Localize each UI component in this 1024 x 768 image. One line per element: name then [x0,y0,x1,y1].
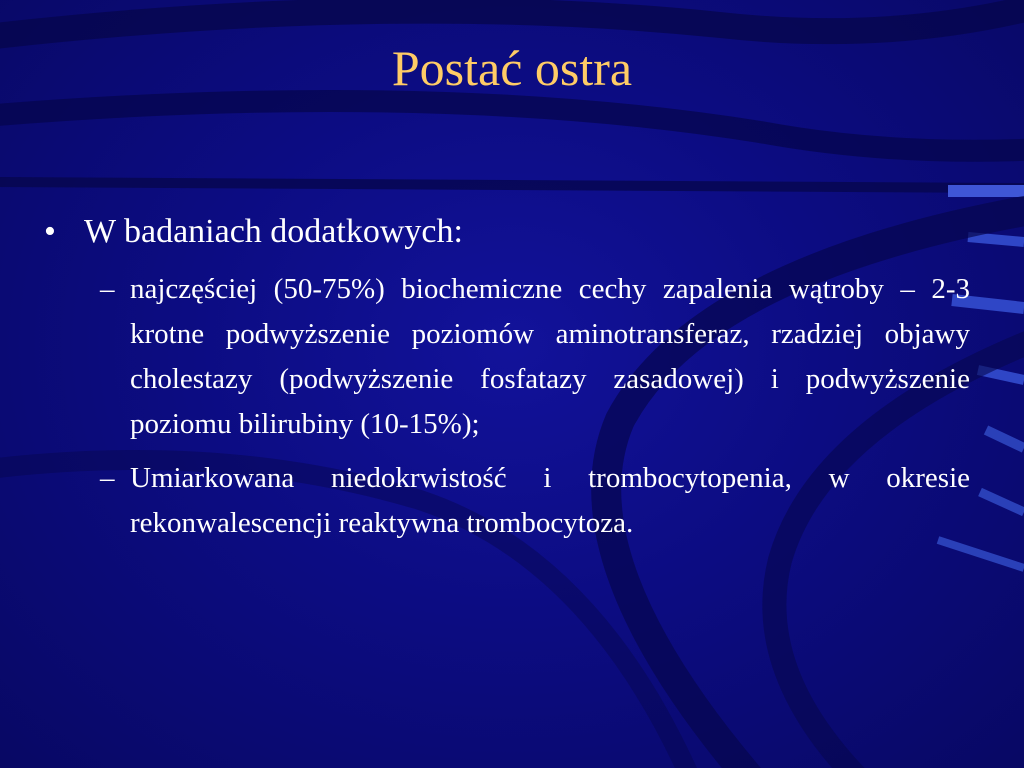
bullet-item [44,205,970,259]
sub-item-text: najczęściej (50-75%) biochemiczne cechy zapalenia wątroby – 2-3 krotne podwyższenie poziomów aminotransferaz, rzadziej objawy cholestazy (podwyższenie fosfatazy zasadowej) i podwyższenie poziomu bilirubiny (10-15%); [130,273,970,440]
dash-marker: – [100,462,115,494]
dash-marker: – [100,273,115,305]
bullet-marker: • [44,213,56,250]
slide-content [44,205,970,555]
slide-title: Postać ostra [391,40,633,96]
sub-item-text: Umiarkowana niedokrwistość i trombocytopenia, w okresie rekonwalescencji reaktywna trombocytoza. [130,462,970,539]
sub-item [100,456,970,546]
sub-item [100,267,970,447]
sub-list [44,267,970,546]
bullet-text: W badaniach dodatkowych: [84,213,463,250]
